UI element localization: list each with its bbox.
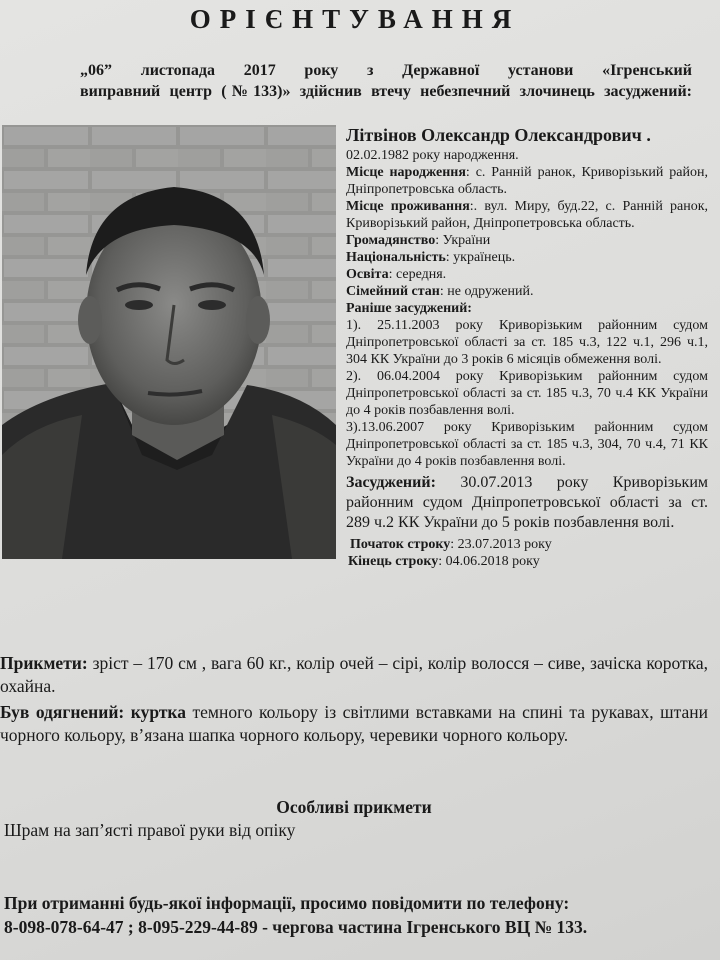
contact-info <box>4 891 708 939</box>
residence-value: :. вул. Миру, буд.22, с. Ранній ранок, Криворізький район, Дніпропетровська область. <box>346 199 708 231</box>
intro-line-2: виправний центр (№133)» здійснив втечу небезпечний злочинець засуджений: <box>80 83 692 100</box>
term-end-value: : 04.06.2018 року <box>438 554 540 569</box>
clothing-item-jacket: куртка <box>124 702 186 722</box>
contact-phones: 8-098-078-64-47 ; 8-095-229-44-89 - чергова частина Ігренського ВЦ № 133. <box>4 917 588 937</box>
special-marks-text: Шрам на зап’ясті правої руки від опіку <box>4 820 296 840</box>
family-status <box>346 283 708 300</box>
special-marks-title: Особливі прикмети <box>276 797 432 817</box>
birthplace-label: Місце народження <box>346 165 466 180</box>
family-status-label: Сімейний стан <box>346 284 440 299</box>
current-conviction <box>346 473 708 533</box>
birth-date: 02.02.1982 року народження. <box>346 148 519 163</box>
suspect-description <box>0 652 708 750</box>
citizenship <box>346 232 708 249</box>
education <box>346 266 708 283</box>
contact-line-1: При отриманні будь-якої інформації, просимо повідомити по телефону: <box>4 893 570 913</box>
notice-intro <box>80 60 692 102</box>
prior-convictions-heading <box>346 300 708 317</box>
education-value: : середня. <box>388 267 447 282</box>
prior-conviction-3: 3).13.06.2007 року Криворізьким районним судом Дніпропетровської області за ст. 185 ч.3, 304, 70 ч.4, 71 КК України до 4 років позбавлення волі. <box>346 420 708 469</box>
suspect-name: Літвінов Олександр Олександрович . <box>346 125 651 145</box>
nationality-label: Національність <box>346 250 446 265</box>
suspect-photo <box>2 125 336 559</box>
citizenship-value: : України <box>435 233 491 248</box>
clothing-value: темного кольору із світлими вставками на спині та рукавах, штани чорного кольору, в’язана шапка чорного кольору, черевики чорного кольору. <box>0 702 708 745</box>
residence <box>346 198 708 232</box>
birthplace <box>346 164 708 198</box>
clothing-label: Був одягнений: <box>0 702 125 722</box>
physical-signs-value: зріст – 170 см , вага 60 кг., колір очей – сірі, колір волосся – сиве, зачіска коротка, охайна. <box>0 653 708 696</box>
education-label: Освіта <box>346 267 389 282</box>
birthplace-value: : с. Ранній ранок, Криворізький район, Дніпропетровська область. <box>346 165 708 197</box>
term-end <box>346 553 708 570</box>
term-start <box>346 536 708 553</box>
family-status-value: : не одружений. <box>439 284 534 299</box>
term-start-value: : 23.07.2013 року <box>450 537 552 552</box>
prior-conviction-1: 1). 25.11.2003 року Криворізьким районним судом Дніпропетровської області за ст. 185 ч.3, 122 ч.1, 296 ч.1, 304 КК України до 3 років 6 місяців обмеження волі. <box>346 318 708 367</box>
prior-convictions-colon: : <box>467 301 472 316</box>
term-start-label: Початок строку <box>350 537 451 552</box>
nationality-value: : українець. <box>445 250 516 265</box>
notice-title: ОРІЄНТУВАННЯ <box>189 4 521 34</box>
current-conviction-label: Засуджений: <box>346 474 436 491</box>
current-conviction-value: 30.07.2013 року Криворізьким районним судом Дніпропетровської області за ст. 289 ч.2 КК України до 5 років позбавлення волі. <box>346 474 708 531</box>
prior-conviction-2: 2). 06.04.2004 року Криворізьким районним судом Дніпропетровської області за ст. 185 ч.3, 70 ч.4 КК України до 4 років позбавлення волі. <box>346 369 708 418</box>
clothing <box>0 701 708 747</box>
prior-convictions-label: Раніше засуджений <box>346 301 468 316</box>
nationality <box>346 249 708 266</box>
citizenship-label: Громадянство <box>346 233 436 248</box>
intro-line-1: „06” листопада 2017 року з Державної установи «Ігренський <box>80 62 692 79</box>
suspect-info <box>346 124 708 570</box>
suspect-photo-image <box>2 125 336 559</box>
physical-signs <box>0 652 708 698</box>
physical-signs-label: Прикмети: <box>0 653 88 673</box>
term-end-label: Кінець строку <box>348 554 439 569</box>
residence-label: Місце проживання <box>346 199 470 214</box>
